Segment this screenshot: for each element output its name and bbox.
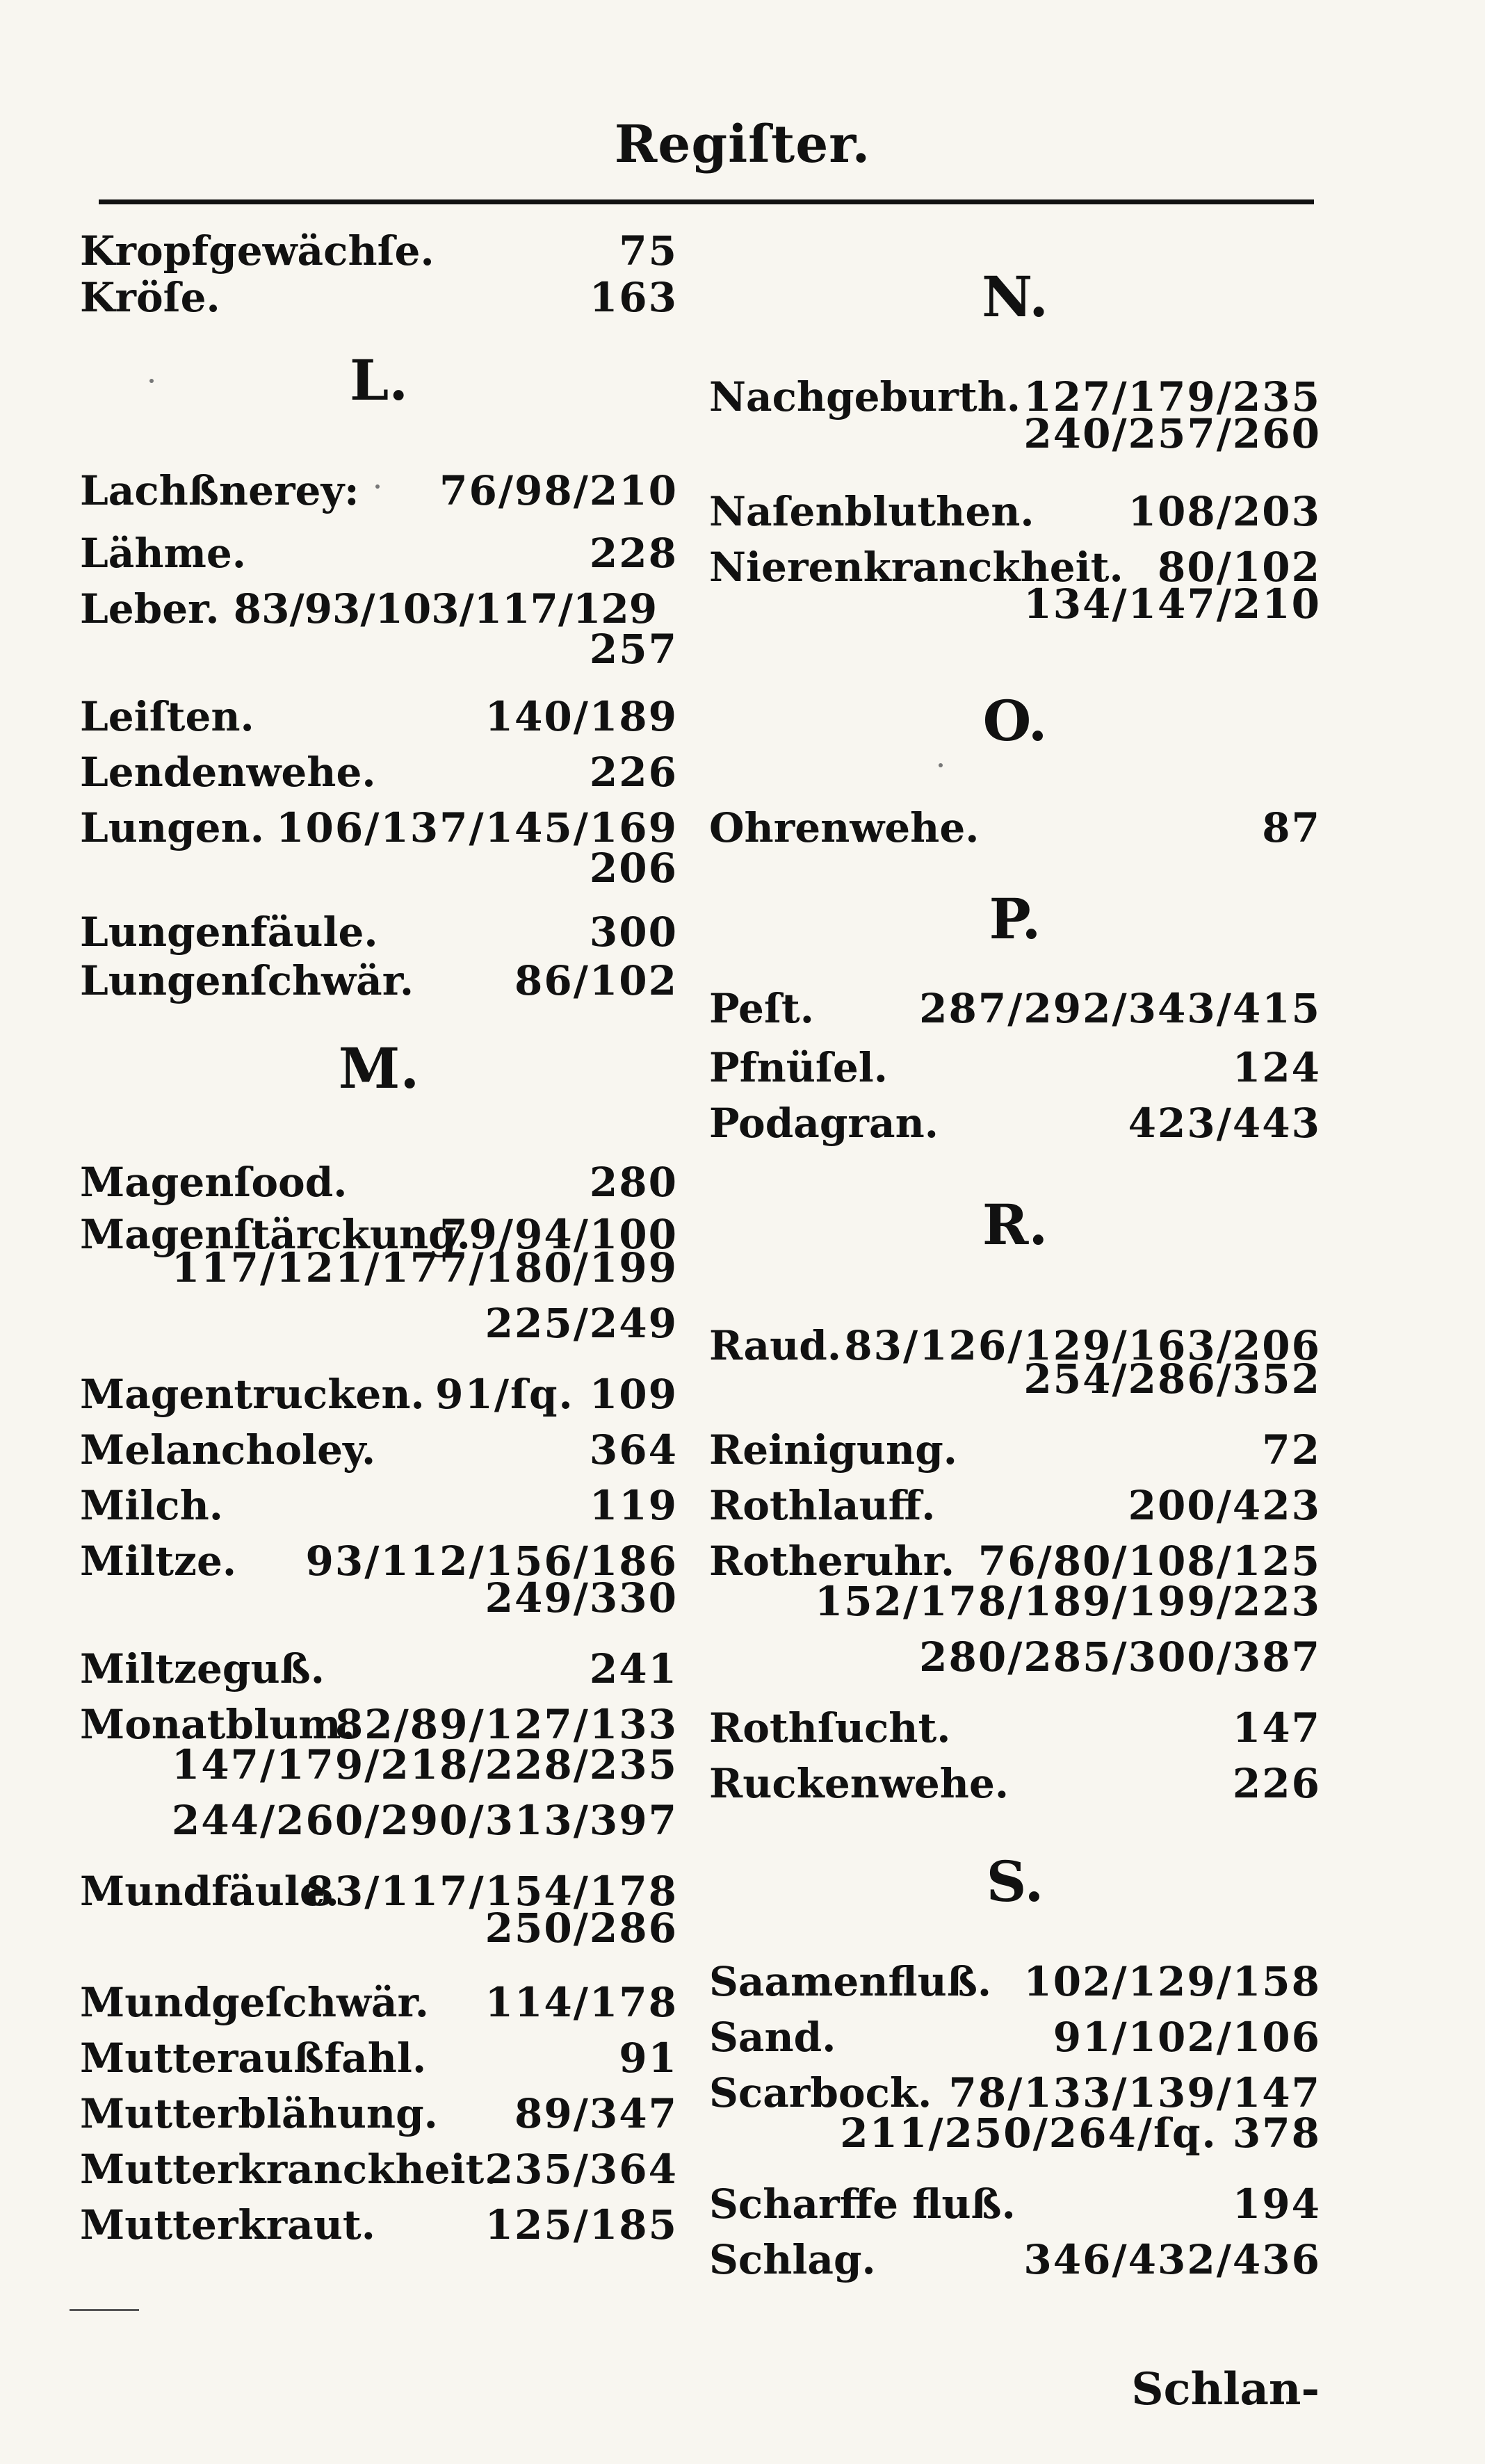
entry-term: Leber. 83/93/103/117/129 (80, 585, 658, 633)
entry-term: Mutterkranckheit. (80, 2146, 498, 2193)
entry-continuation: 249/330 (485, 1574, 678, 1622)
entry-term: Magenſood. (80, 1159, 348, 1206)
entry-pages: 124 (1232, 1044, 1321, 1091)
index-entry (80, 2186, 678, 2249)
section-letter: S. (986, 1849, 1044, 1914)
entry-pages: 80/102 (1158, 544, 1321, 591)
entry-pages: 346/432/436 (1023, 2236, 1321, 2283)
index-entry (709, 789, 1321, 851)
entry-pages: 75 (619, 227, 678, 275)
entry-term: Kropfgewächſe. (80, 227, 435, 275)
index-entry (80, 789, 678, 851)
section-letter: P. (989, 886, 1041, 952)
entry-term: Lungenfäule. (80, 908, 378, 956)
entry-term: Sand. (709, 2014, 836, 2061)
entry-term: Scharffe fluß. (709, 2180, 1016, 2228)
entry-pages: 163 (589, 274, 678, 321)
entry-pages: 287/292/343/415 (919, 985, 1321, 1032)
ink-speck (149, 379, 154, 383)
entry-continuation: 257 (589, 626, 678, 673)
entry-term: Saamenfluß. (709, 1958, 992, 2005)
index-entry (80, 1411, 678, 1474)
entry-pages: 91/ſq. 109 (435, 1371, 678, 1418)
entry-pages: 76/80/108/125 (977, 1537, 1321, 1585)
entry-term: Mundgeſchwär. (80, 1979, 429, 2026)
entry-pages: 91 (619, 2034, 678, 2082)
index-entry (709, 473, 1321, 535)
entry-pages: 194 (1232, 2180, 1321, 2228)
entry-term: Mutteraußfahl. (80, 2034, 427, 2082)
index-entry (80, 2019, 678, 2082)
entry-pages: 83/126/129/163/206 (844, 1322, 1321, 1369)
entry-pages: 78/133/139/147 (948, 2069, 1321, 2116)
entry-term: Peſt. (709, 985, 814, 1032)
entry-pages: 300 (589, 908, 678, 956)
index-entry (80, 259, 678, 321)
entry-pages: 241 (589, 1645, 678, 1692)
entry-pages: 102/129/158 (1023, 1958, 1321, 2005)
entry-term: Mundfäule. (80, 1868, 339, 1915)
entry-term: Leiſten. (80, 693, 254, 740)
entry-term: Melancholey. (80, 1426, 376, 1474)
entry-pages: 119 (589, 1482, 678, 1529)
entry-term: Mutterkraut. (80, 2201, 375, 2249)
entry-pages: 125/185 (485, 2201, 678, 2249)
index-entry (709, 1029, 1321, 1091)
entry-continuation: 244/260/290/313/397 (171, 1797, 678, 1844)
entry-term: Mutterblähung. (80, 2090, 438, 2137)
entry-pages: 226 (1232, 1760, 1321, 1807)
entry-term: Raud. (709, 1322, 842, 1369)
entry-pages: 280 (589, 1159, 678, 1206)
entry-continuation: 280/285/300/387 (919, 1633, 1321, 1681)
entry-pages: 114/178 (485, 1979, 678, 2026)
entry-term: Lachßnerey: (80, 467, 359, 514)
index-entry (80, 514, 678, 577)
entry-term: Miltze. (80, 1537, 237, 1585)
entry-continuation: 134/147/210 (1023, 580, 1321, 628)
entry-term: Lähme. (80, 530, 246, 577)
entry-term: Pfnüſel. (709, 1044, 888, 1091)
header-rule (99, 199, 1314, 204)
entry-term: Schlag. (709, 2236, 876, 2283)
entry-term: Podagran. (709, 1100, 939, 1147)
entry-continuation: 250/286 (485, 1904, 678, 1952)
index-entry (80, 2075, 678, 2137)
entry-term: Lungen. (80, 804, 264, 851)
entry-pages: 83/117/154/178 (305, 1868, 678, 1915)
entry-pages: 200/423 (1128, 1482, 1321, 1529)
index-entry (80, 452, 678, 514)
entry-pages: 87 (1262, 804, 1321, 851)
ink-speck (375, 484, 380, 489)
index-entry (709, 2165, 1321, 2228)
entry-continuation: 147/179/218/228/235 (171, 1741, 678, 1788)
entry-term: Rothſucht. (709, 1704, 951, 1752)
index-entry (80, 942, 678, 1004)
index-entry (709, 1522, 1321, 1585)
entry-pages: 147 (1232, 1704, 1321, 1752)
index-entry (80, 733, 678, 796)
index-entry (709, 2054, 1321, 2116)
entry-term: Lungenſchwär. (80, 957, 414, 1004)
entry-continuation: 254/286/352 (1023, 1355, 1321, 1403)
entry-pages: 108/203 (1128, 488, 1321, 535)
index-entry (80, 1964, 678, 2026)
section-letter: M. (338, 1036, 420, 1101)
entry-term: Lendenwehe. (80, 749, 376, 796)
entry-pages: 82/89/127/133 (334, 1701, 678, 1748)
entry-pages: 226 (589, 749, 678, 796)
entry-continuation: 152/178/189/199/223 (814, 1578, 1321, 1625)
section-letter: O. (982, 688, 1048, 753)
index-entry (80, 1686, 678, 1748)
entry-continuation: 117/121/177/180/199 (171, 1244, 678, 1291)
entry-term: Ruckenwehe. (709, 1760, 1009, 1807)
entry-pages: 86/102 (514, 957, 678, 1004)
entry-term: Rothlauff. (709, 1482, 936, 1529)
entry-pages: 106/137/145/169 (276, 804, 678, 851)
entry-term: Nachgeburth. (709, 373, 1021, 421)
entry-term: Naſenbluthen. (709, 488, 1034, 535)
index-entry (80, 678, 678, 740)
index-entry (709, 970, 1321, 1032)
entry-pages: 79/94/100 (439, 1211, 678, 1258)
index-entry (80, 1355, 678, 1418)
entry-term: Nierenkranckheit. (709, 544, 1123, 591)
entry-pages: 228 (589, 530, 678, 577)
entry-continuation: 206 (589, 845, 678, 892)
entry-pages: 76/98/210 (439, 467, 678, 514)
entry-term: Monatblum. (80, 1701, 355, 1748)
entry-continuation: 211/250/264/ſq. 378 (840, 2110, 1321, 2157)
catchword: Schlan- (1131, 2363, 1320, 2415)
ink-speck (939, 763, 943, 767)
entry-term: Rotheruhr. (709, 1537, 955, 1585)
entry-term: Reinigung. (709, 1426, 957, 1474)
entry-term: Milch. (80, 1482, 223, 1529)
entry-continuation: 240/257/260 (1023, 410, 1321, 457)
index-entry (709, 1411, 1321, 1474)
entry-pages: 364 (589, 1426, 678, 1474)
index-entry (80, 1630, 678, 1692)
index-entry (80, 1467, 678, 1529)
entry-pages: 423/443 (1128, 1100, 1321, 1147)
entry-pages: 91/102/106 (1053, 2014, 1321, 2061)
section-letter: N. (982, 264, 1048, 329)
index-entry (80, 2130, 678, 2193)
index-entry (80, 570, 678, 633)
index-entry (709, 1467, 1321, 1529)
entry-term: Scarbock. (709, 2069, 932, 2116)
entry-term: Magentrucken. (80, 1371, 425, 1418)
entry-pages: 72 (1262, 1426, 1321, 1474)
index-entry (709, 1084, 1321, 1147)
index-entry (709, 1943, 1321, 2005)
index-entry (709, 1745, 1321, 1807)
index-entry (709, 1689, 1321, 1752)
entry-pages: 140/189 (485, 693, 678, 740)
entry-term: Miltzeguß. (80, 1645, 325, 1692)
section-letter: L. (349, 348, 409, 413)
entry-term: Kröſe. (80, 274, 220, 321)
bottom-left-mark (70, 2309, 139, 2311)
section-letter: R. (982, 1192, 1048, 1257)
index-entry (709, 1998, 1321, 2061)
entry-pages: 93/112/156/186 (305, 1537, 678, 1585)
entry-pages: 89/347 (514, 2090, 678, 2137)
entry-pages: 235/364 (485, 2146, 678, 2193)
index-entry (709, 2221, 1321, 2283)
entry-term: Magenſtärckung. (80, 1211, 471, 1258)
page-title: Regiſter. (614, 115, 871, 174)
entry-pages: 127/179/235 (1023, 373, 1321, 421)
entry-continuation: 225/249 (485, 1300, 678, 1347)
entry-term: Ohrenwehe. (709, 804, 980, 851)
